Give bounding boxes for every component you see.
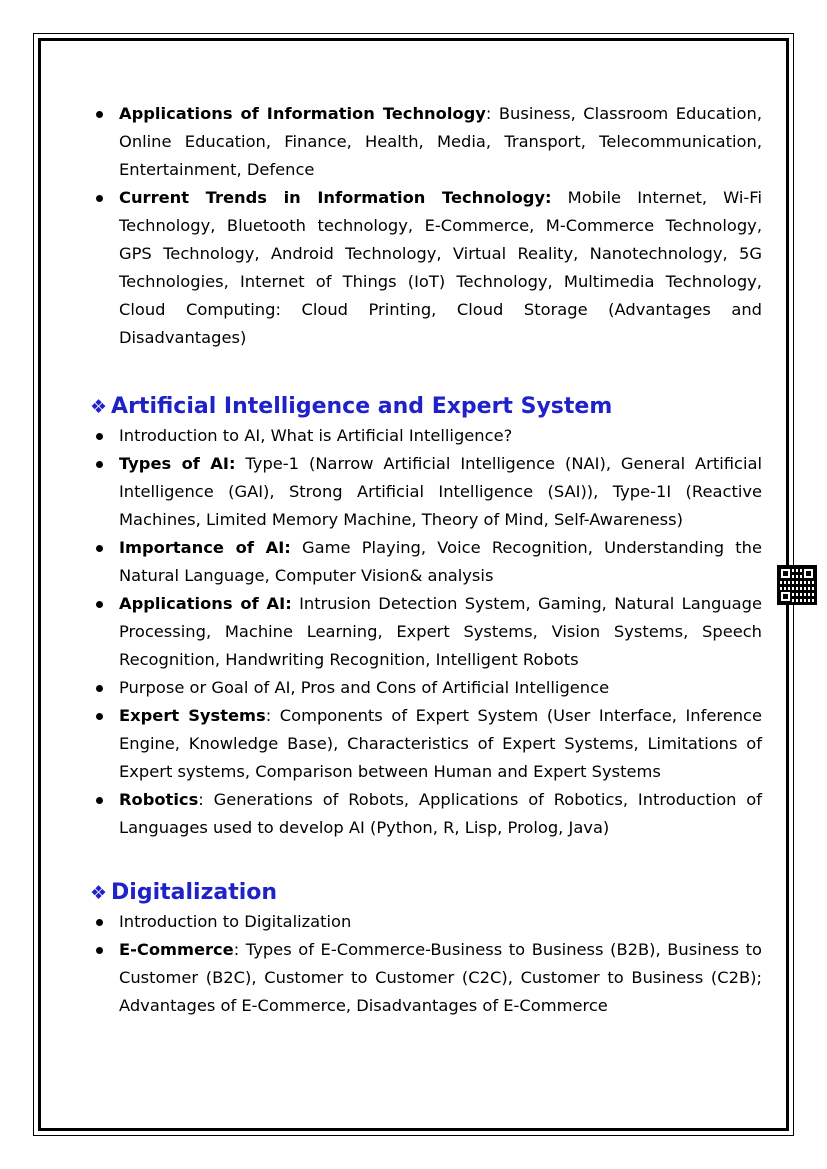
- item-text: Type-1 (Narrow Artificial Intelligence (NAI), General Artificial Intelligence (GAI), Strong Artificial Intelligence (SAI)), Type-1I (Reactive Machines, Limited Memory Machine, Theory of Mind, Self-Awareness): [119, 454, 762, 529]
- item-text: : Business, Classroom Education, Online Education, Finance, Health, Media, Transport, Telecommunication, Entertainment, Defence: [119, 104, 762, 179]
- item-title: Importance of AI:: [119, 538, 291, 557]
- section-title: Digitalization: [111, 880, 278, 905]
- it-topics-list: [90, 100, 762, 352]
- list-item: [90, 100, 762, 184]
- list-item: [90, 936, 762, 1020]
- digitalization-topics-list: [90, 908, 762, 1020]
- item-text: : Types of E-Commerce-Business to Business (B2B), Business to Customer (B2C), Customer to Customer (C2C), Customer to Business (C2B); Advantages of E-Commerce, Disadvantages of E-Commerce: [119, 940, 762, 1015]
- section-heading-digitalization: [90, 878, 762, 908]
- list-item: [90, 184, 762, 352]
- item-title: Types of AI:: [119, 454, 236, 473]
- list-item: [90, 450, 762, 534]
- item-text: : Generations of Robots, Applications of Robotics, Introduction of Languages used to develop AI (Python, R, Lisp, Prolog, Java): [119, 790, 762, 837]
- ai-topics-list: [90, 422, 762, 842]
- qr-code-icon[interactable]: [777, 565, 817, 605]
- item-title: Applications of Information Technology: [119, 104, 486, 123]
- item-title: Robotics: [119, 790, 199, 809]
- item-text: Mobile Internet, Wi-Fi Technology, Bluetooth technology, E-Commerce, M-Commerce Technology, GPS Technology, Android Technology, Virtual Reality, Nanotechnology, 5G Technologies, Internet of Things (IoT) Technology, Multimedia Technology, Cloud Computing: Cloud Printing, Cloud Storage (Advantages and Disadvantages): [119, 188, 762, 347]
- list-item: [90, 422, 762, 450]
- item-text: Intrusion Detection System, Gaming, Natural Language Processing, Machine Learning, Expert Systems, Vision Systems, Speech Recognition, Handwriting Recognition, Intelligent Robots: [119, 594, 762, 669]
- list-item: [90, 590, 762, 674]
- document-content: [90, 100, 762, 1020]
- list-item: [90, 908, 762, 936]
- item-text: Introduction to Digitalization: [119, 912, 352, 931]
- list-item: [90, 702, 762, 786]
- item-text: Purpose or Goal of AI, Pros and Cons of Artificial Intelligence: [119, 678, 610, 697]
- item-text: Introduction to AI, What is Artificial Intelligence?: [119, 426, 513, 445]
- section-heading-ai: [90, 392, 762, 422]
- item-title: Current Trends in Information Technology:: [119, 188, 552, 207]
- item-text: : Components of Expert System (User Interface, Inference Engine, Knowledge Base), Characteristics of Expert Systems, Limitations of Expert systems, Comparison between Human and Expert Systems: [119, 706, 763, 781]
- item-text: Game Playing, Voice Recognition, Understanding the Natural Language, Computer Vision& analysis: [119, 538, 762, 585]
- item-title: E-Commerce: [119, 940, 234, 959]
- list-item: [90, 786, 762, 842]
- list-item: [90, 534, 762, 590]
- item-title: Expert Systems: [119, 706, 266, 725]
- item-title: Applications of AI:: [119, 594, 292, 613]
- diamond-bullet-icon: ❖: [90, 882, 108, 904]
- diamond-bullet-icon: ❖: [90, 396, 108, 418]
- section-title: Artificial Intelligence and Expert System: [111, 394, 613, 419]
- list-item: [90, 674, 762, 702]
